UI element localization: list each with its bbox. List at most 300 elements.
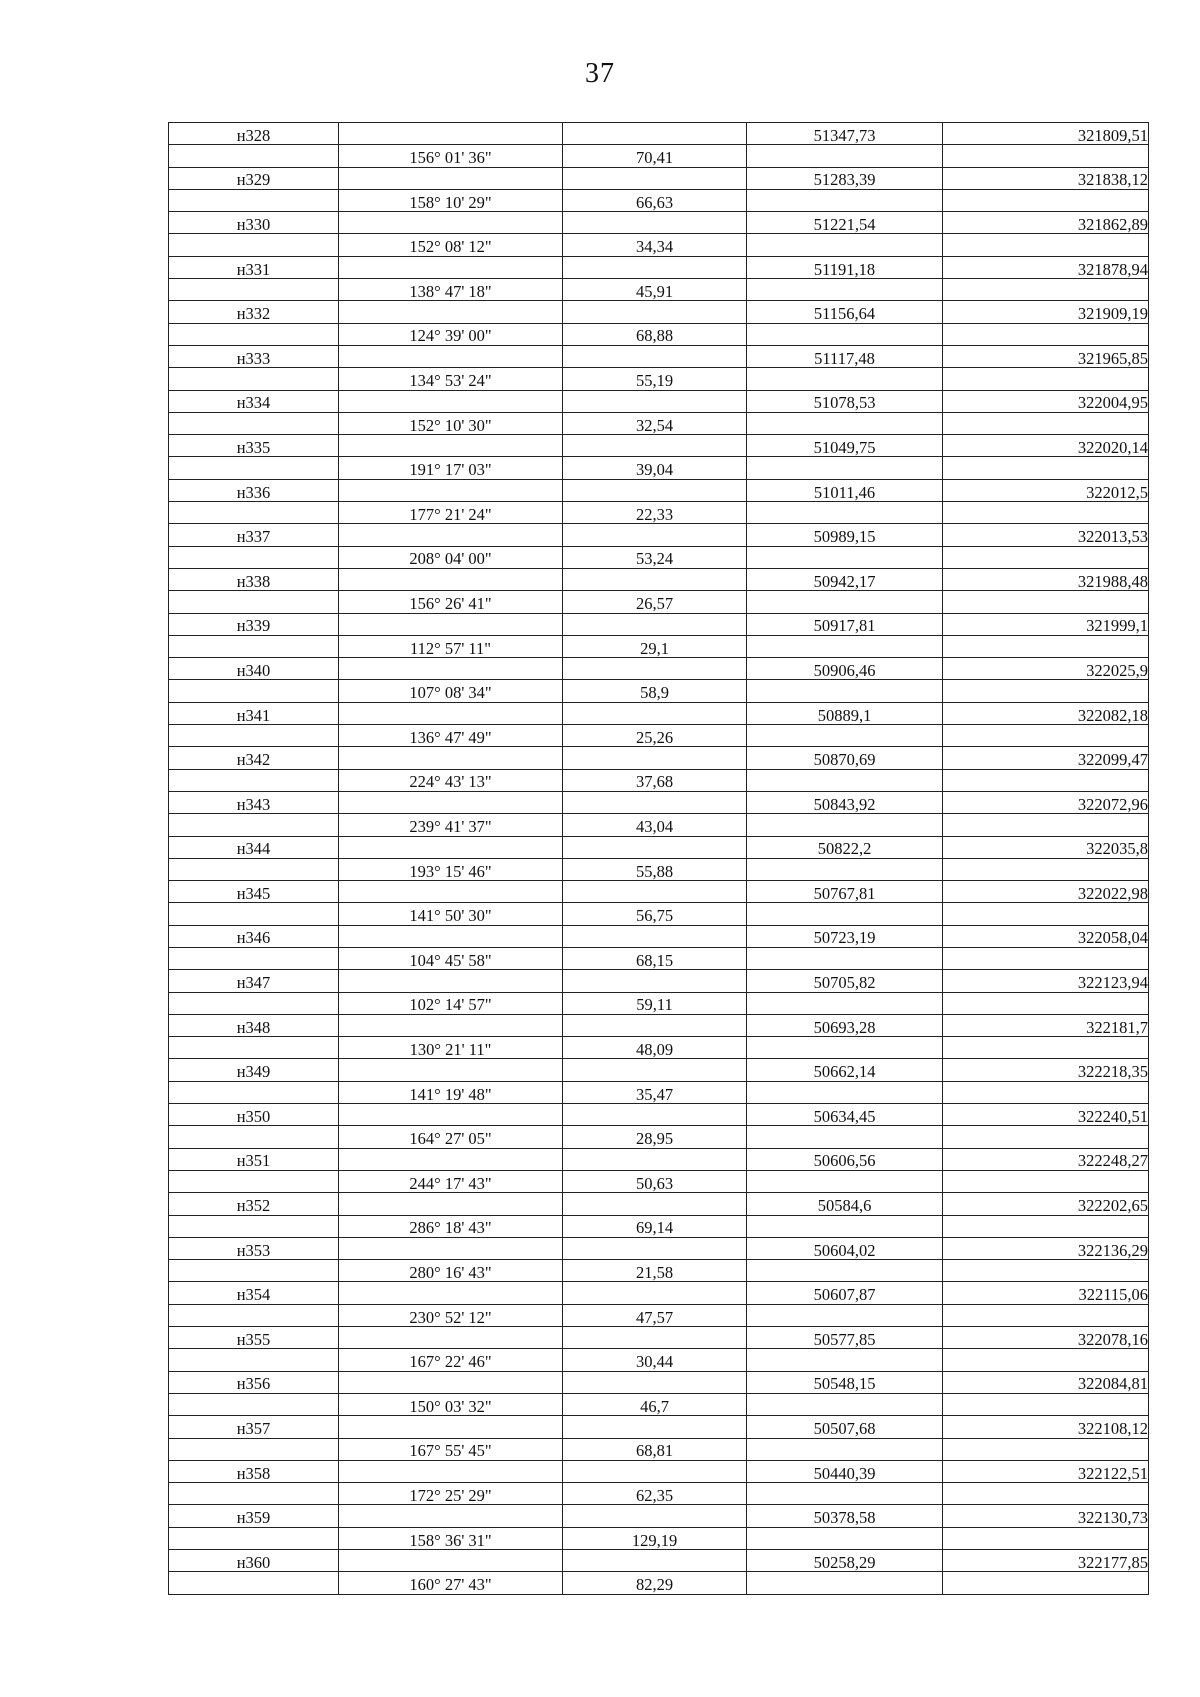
point-row — [169, 1148, 1149, 1170]
direction-angle-cell: 141° 50' 30" — [339, 903, 563, 925]
segment-row — [169, 145, 1149, 167]
x-coordinate-cell: 50723,19 — [747, 925, 943, 947]
distance-cell: 68,81 — [563, 1438, 747, 1460]
distance-cell: 50,63 — [563, 1170, 747, 1192]
distance-cell: 21,58 — [563, 1260, 747, 1282]
y-coordinate-cell: 322020,14 — [943, 435, 1149, 457]
y-coordinate-cell — [943, 1483, 1149, 1505]
distance-cell — [563, 301, 747, 323]
direction-angle-cell — [339, 1416, 563, 1438]
direction-angle-cell — [339, 970, 563, 992]
x-coordinate-cell: 50662,14 — [747, 1059, 943, 1081]
y-coordinate-cell: 322058,04 — [943, 925, 1149, 947]
direction-angle-cell — [339, 1237, 563, 1259]
point-name-cell — [169, 903, 339, 925]
x-coordinate-cell: 51156,64 — [747, 301, 943, 323]
direction-angle-cell: 239° 41' 37" — [339, 814, 563, 836]
point-row — [169, 1104, 1149, 1126]
point-name-cell: н329 — [169, 167, 339, 189]
point-name-cell — [169, 1170, 339, 1192]
direction-angle-cell: 158° 36' 31" — [339, 1527, 563, 1549]
segment-row — [169, 1037, 1149, 1059]
distance-cell: 35,47 — [563, 1081, 747, 1103]
point-name-cell: н336 — [169, 479, 339, 501]
direction-angle-cell: 160° 27' 43" — [339, 1572, 563, 1594]
x-coordinate-cell — [747, 502, 943, 524]
segment-row — [169, 1170, 1149, 1192]
distance-cell: 32,54 — [563, 412, 747, 434]
y-coordinate-cell: 322078,16 — [943, 1327, 1149, 1349]
distance-cell — [563, 1460, 747, 1482]
direction-angle-cell — [339, 702, 563, 724]
direction-angle-cell: 158° 10' 29" — [339, 189, 563, 211]
point-name-cell — [169, 992, 339, 1014]
x-coordinate-cell — [747, 947, 943, 969]
distance-cell — [563, 1193, 747, 1215]
direction-angle-cell — [339, 747, 563, 769]
segment-row — [169, 546, 1149, 568]
y-coordinate-cell — [943, 769, 1149, 791]
point-name-cell: н345 — [169, 881, 339, 903]
point-row — [169, 970, 1149, 992]
point-name-cell — [169, 502, 339, 524]
x-coordinate-cell — [747, 368, 943, 390]
y-coordinate-cell: 322025,9 — [943, 658, 1149, 680]
distance-cell — [563, 1059, 747, 1081]
y-coordinate-cell: 322122,51 — [943, 1460, 1149, 1482]
x-coordinate-cell: 50822,2 — [747, 836, 943, 858]
distance-cell — [563, 256, 747, 278]
direction-angle-cell: 167° 22' 46" — [339, 1349, 563, 1371]
point-name-cell: н335 — [169, 435, 339, 457]
point-row — [169, 568, 1149, 590]
x-coordinate-cell — [747, 992, 943, 1014]
distance-cell: 58,9 — [563, 680, 747, 702]
x-coordinate-cell — [747, 1438, 943, 1460]
point-row — [169, 256, 1149, 278]
x-coordinate-cell: 51221,54 — [747, 212, 943, 234]
distance-cell: 66,63 — [563, 189, 747, 211]
direction-angle-cell: 156° 26' 41" — [339, 591, 563, 613]
distance-cell — [563, 1505, 747, 1527]
point-row — [169, 524, 1149, 546]
direction-angle-cell — [339, 613, 563, 635]
distance-cell: 39,04 — [563, 457, 747, 479]
y-coordinate-cell — [943, 1393, 1149, 1415]
direction-angle-cell — [339, 479, 563, 501]
segment-row — [169, 1081, 1149, 1103]
segment-row — [169, 635, 1149, 657]
y-coordinate-cell — [943, 145, 1149, 167]
segment-row — [169, 1349, 1149, 1371]
direction-angle-cell: 208° 04' 00" — [339, 546, 563, 568]
segment-row — [169, 1393, 1149, 1415]
point-name-cell: н357 — [169, 1416, 339, 1438]
segment-row — [169, 1260, 1149, 1282]
y-coordinate-cell — [943, 1438, 1149, 1460]
y-coordinate-cell — [943, 279, 1149, 301]
x-coordinate-cell — [747, 1304, 943, 1326]
direction-angle-cell — [339, 881, 563, 903]
y-coordinate-cell — [943, 814, 1149, 836]
x-coordinate-cell — [747, 1393, 943, 1415]
x-coordinate-cell: 51011,46 — [747, 479, 943, 501]
point-name-cell: н358 — [169, 1460, 339, 1482]
y-coordinate-cell — [943, 323, 1149, 345]
point-name-cell — [169, 1438, 339, 1460]
direction-angle-cell: 152° 08' 12" — [339, 234, 563, 256]
point-name-cell: н344 — [169, 836, 339, 858]
point-name-cell: н354 — [169, 1282, 339, 1304]
point-name-cell — [169, 769, 339, 791]
distance-cell — [563, 167, 747, 189]
segment-row — [169, 457, 1149, 479]
point-row — [169, 881, 1149, 903]
point-name-cell — [169, 947, 339, 969]
y-coordinate-cell — [943, 1527, 1149, 1549]
direction-angle-cell — [339, 1193, 563, 1215]
x-coordinate-cell — [747, 1126, 943, 1148]
point-row — [169, 1193, 1149, 1215]
segment-row — [169, 1527, 1149, 1549]
x-coordinate-cell: 50942,17 — [747, 568, 943, 590]
direction-angle-cell: 167° 55' 45" — [339, 1438, 563, 1460]
distance-cell: 28,95 — [563, 1126, 747, 1148]
x-coordinate-cell — [747, 591, 943, 613]
point-row — [169, 123, 1149, 145]
y-coordinate-cell: 321809,51 — [943, 123, 1149, 145]
direction-angle-cell: 138° 47' 18" — [339, 279, 563, 301]
distance-cell — [563, 1237, 747, 1259]
distance-cell — [563, 702, 747, 724]
y-coordinate-cell: 322248,27 — [943, 1148, 1149, 1170]
segment-row — [169, 1215, 1149, 1237]
point-row — [169, 212, 1149, 234]
direction-angle-cell: 244° 17' 43" — [339, 1170, 563, 1192]
distance-cell — [563, 1014, 747, 1036]
y-coordinate-cell: 322022,98 — [943, 881, 1149, 903]
direction-angle-cell — [339, 1148, 563, 1170]
direction-angle-cell: 177° 21' 24" — [339, 502, 563, 524]
x-coordinate-cell: 50906,46 — [747, 658, 943, 680]
x-coordinate-cell: 51049,75 — [747, 435, 943, 457]
point-row — [169, 1014, 1149, 1036]
x-coordinate-cell: 50767,81 — [747, 881, 943, 903]
distance-cell — [563, 1104, 747, 1126]
x-coordinate-cell: 51283,39 — [747, 167, 943, 189]
y-coordinate-cell: 321999,1 — [943, 613, 1149, 635]
point-name-cell — [169, 1215, 339, 1237]
distance-cell — [563, 658, 747, 680]
y-coordinate-cell: 322130,73 — [943, 1505, 1149, 1527]
x-coordinate-cell: 50577,85 — [747, 1327, 943, 1349]
point-name-cell: н331 — [169, 256, 339, 278]
x-coordinate-cell — [747, 1215, 943, 1237]
segment-row — [169, 903, 1149, 925]
y-coordinate-cell — [943, 680, 1149, 702]
x-coordinate-cell — [747, 457, 943, 479]
y-coordinate-cell: 322181,7 — [943, 1014, 1149, 1036]
point-name-cell — [169, 279, 339, 301]
x-coordinate-cell: 50889,1 — [747, 702, 943, 724]
point-name-cell — [169, 1572, 339, 1594]
point-name-cell — [169, 412, 339, 434]
point-name-cell: н346 — [169, 925, 339, 947]
x-coordinate-cell — [747, 546, 943, 568]
point-name-cell: н352 — [169, 1193, 339, 1215]
segment-row — [169, 814, 1149, 836]
distance-cell — [563, 613, 747, 635]
y-coordinate-cell — [943, 903, 1149, 925]
point-name-cell: н341 — [169, 702, 339, 724]
distance-cell: 46,7 — [563, 1393, 747, 1415]
x-coordinate-cell: 50548,15 — [747, 1371, 943, 1393]
distance-cell — [563, 1327, 747, 1349]
point-name-cell: н330 — [169, 212, 339, 234]
x-coordinate-cell — [747, 1037, 943, 1059]
point-row — [169, 791, 1149, 813]
direction-angle-cell — [339, 1104, 563, 1126]
point-row — [169, 1460, 1149, 1482]
distance-cell — [563, 123, 747, 145]
distance-cell — [563, 791, 747, 813]
point-row — [169, 1282, 1149, 1304]
distance-cell — [563, 1416, 747, 1438]
point-name-cell — [169, 457, 339, 479]
x-coordinate-cell: 50440,39 — [747, 1460, 943, 1482]
point-name-cell — [169, 189, 339, 211]
distance-cell: 55,88 — [563, 858, 747, 880]
distance-cell: 69,14 — [563, 1215, 747, 1237]
point-name-cell: н349 — [169, 1059, 339, 1081]
segment-row — [169, 769, 1149, 791]
distance-cell — [563, 1371, 747, 1393]
distance-cell: 26,57 — [563, 591, 747, 613]
x-coordinate-cell: 50870,69 — [747, 747, 943, 769]
x-coordinate-cell — [747, 412, 943, 434]
point-name-cell: н360 — [169, 1550, 339, 1572]
x-coordinate-cell: 51191,18 — [747, 256, 943, 278]
point-name-cell — [169, 591, 339, 613]
y-coordinate-cell — [943, 591, 1149, 613]
direction-angle-cell: 230° 52' 12" — [339, 1304, 563, 1326]
segment-row — [169, 189, 1149, 211]
distance-cell: 55,19 — [563, 368, 747, 390]
point-name-cell — [169, 546, 339, 568]
point-name-cell: н338 — [169, 568, 339, 590]
point-name-cell: н339 — [169, 613, 339, 635]
y-coordinate-cell — [943, 992, 1149, 1014]
x-coordinate-cell — [747, 1349, 943, 1371]
direction-angle-cell — [339, 658, 563, 680]
distance-cell: 43,04 — [563, 814, 747, 836]
point-row — [169, 1059, 1149, 1081]
x-coordinate-cell — [747, 858, 943, 880]
direction-angle-cell: 172° 25' 29" — [339, 1483, 563, 1505]
x-coordinate-cell — [747, 323, 943, 345]
y-coordinate-cell: 321838,12 — [943, 167, 1149, 189]
distance-cell: 29,1 — [563, 635, 747, 657]
x-coordinate-cell — [747, 680, 943, 702]
direction-angle-cell — [339, 256, 563, 278]
y-coordinate-cell: 321878,94 — [943, 256, 1149, 278]
x-coordinate-cell: 51078,53 — [747, 390, 943, 412]
point-row — [169, 836, 1149, 858]
coordinates-table — [168, 122, 1149, 1595]
distance-cell: 129,19 — [563, 1527, 747, 1549]
direction-angle-cell — [339, 123, 563, 145]
x-coordinate-cell: 50507,68 — [747, 1416, 943, 1438]
x-coordinate-cell — [747, 1081, 943, 1103]
direction-angle-cell: 164° 27' 05" — [339, 1126, 563, 1148]
y-coordinate-cell — [943, 1126, 1149, 1148]
x-coordinate-cell: 50258,29 — [747, 1550, 943, 1572]
point-name-cell — [169, 635, 339, 657]
direction-angle-cell — [339, 1014, 563, 1036]
y-coordinate-cell: 322123,94 — [943, 970, 1149, 992]
y-coordinate-cell — [943, 234, 1149, 256]
y-coordinate-cell — [943, 457, 1149, 479]
x-coordinate-cell — [747, 635, 943, 657]
x-coordinate-cell — [747, 234, 943, 256]
y-coordinate-cell — [943, 947, 1149, 969]
y-coordinate-cell — [943, 1081, 1149, 1103]
segment-row — [169, 725, 1149, 747]
direction-angle-cell — [339, 791, 563, 813]
direction-angle-cell — [339, 1371, 563, 1393]
direction-angle-cell — [339, 212, 563, 234]
x-coordinate-cell — [747, 903, 943, 925]
x-coordinate-cell: 50378,58 — [747, 1505, 943, 1527]
point-name-cell: н347 — [169, 970, 339, 992]
distance-cell: 56,75 — [563, 903, 747, 925]
distance-cell — [563, 970, 747, 992]
y-coordinate-cell: 321862,89 — [943, 212, 1149, 234]
point-name-cell — [169, 1349, 339, 1371]
x-coordinate-cell: 51117,48 — [747, 345, 943, 367]
segment-row — [169, 234, 1149, 256]
direction-angle-cell: 107° 08' 34" — [339, 680, 563, 702]
x-coordinate-cell: 50634,45 — [747, 1104, 943, 1126]
point-name-cell: н356 — [169, 1371, 339, 1393]
distance-cell: 68,88 — [563, 323, 747, 345]
x-coordinate-cell: 50604,02 — [747, 1237, 943, 1259]
point-name-cell: н351 — [169, 1148, 339, 1170]
page-number: 37 — [585, 58, 615, 89]
distance-cell — [563, 1282, 747, 1304]
y-coordinate-cell — [943, 412, 1149, 434]
direction-angle-cell: 193° 15' 46" — [339, 858, 563, 880]
point-name-cell: н334 — [169, 390, 339, 412]
segment-row — [169, 323, 1149, 345]
point-row — [169, 301, 1149, 323]
y-coordinate-cell — [943, 725, 1149, 747]
direction-angle-cell: 224° 43' 13" — [339, 769, 563, 791]
y-coordinate-cell — [943, 1215, 1149, 1237]
point-name-cell: н337 — [169, 524, 339, 546]
y-coordinate-cell: 322240,51 — [943, 1104, 1149, 1126]
distance-cell: 37,68 — [563, 769, 747, 791]
y-coordinate-cell: 322202,65 — [943, 1193, 1149, 1215]
point-row — [169, 658, 1149, 680]
distance-cell: 82,29 — [563, 1572, 747, 1594]
segment-row — [169, 992, 1149, 1014]
point-name-cell — [169, 323, 339, 345]
y-coordinate-cell: 322136,29 — [943, 1237, 1149, 1259]
y-coordinate-cell: 321988,48 — [943, 568, 1149, 590]
segment-row — [169, 1572, 1149, 1594]
x-coordinate-cell: 50584,6 — [747, 1193, 943, 1215]
point-name-cell: н332 — [169, 301, 339, 323]
point-name-cell — [169, 368, 339, 390]
point-name-cell: н328 — [169, 123, 339, 145]
point-row — [169, 613, 1149, 635]
direction-angle-cell — [339, 301, 563, 323]
direction-angle-cell: 136° 47' 49" — [339, 725, 563, 747]
point-name-cell — [169, 1260, 339, 1282]
point-row — [169, 390, 1149, 412]
y-coordinate-cell — [943, 1170, 1149, 1192]
x-coordinate-cell: 50606,56 — [747, 1148, 943, 1170]
y-coordinate-cell: 322013,53 — [943, 524, 1149, 546]
y-coordinate-cell: 322084,81 — [943, 1371, 1149, 1393]
direction-angle-cell: 130° 21' 11" — [339, 1037, 563, 1059]
point-row — [169, 167, 1149, 189]
x-coordinate-cell: 51347,73 — [747, 123, 943, 145]
y-coordinate-cell: 322218,35 — [943, 1059, 1149, 1081]
y-coordinate-cell: 322082,18 — [943, 702, 1149, 724]
segment-row — [169, 1483, 1149, 1505]
distance-cell: 62,35 — [563, 1483, 747, 1505]
direction-angle-cell: 191° 17' 03" — [339, 457, 563, 479]
distance-cell — [563, 836, 747, 858]
x-coordinate-cell — [747, 1483, 943, 1505]
y-coordinate-cell: 322035,8 — [943, 836, 1149, 858]
x-coordinate-cell — [747, 279, 943, 301]
point-name-cell — [169, 234, 339, 256]
segment-row — [169, 1304, 1149, 1326]
y-coordinate-cell: 321965,85 — [943, 345, 1149, 367]
direction-angle-cell: 156° 01' 36" — [339, 145, 563, 167]
direction-angle-cell — [339, 1505, 563, 1527]
distance-cell: 34,34 — [563, 234, 747, 256]
distance-cell — [563, 747, 747, 769]
point-name-cell — [169, 858, 339, 880]
direction-angle-cell — [339, 1282, 563, 1304]
point-row — [169, 1505, 1149, 1527]
distance-cell: 59,11 — [563, 992, 747, 1014]
distance-cell: 22,33 — [563, 502, 747, 524]
x-coordinate-cell: 50607,87 — [747, 1282, 943, 1304]
direction-angle-cell — [339, 435, 563, 457]
distance-cell: 53,24 — [563, 546, 747, 568]
y-coordinate-cell — [943, 502, 1149, 524]
distance-cell — [563, 479, 747, 501]
distance-cell — [563, 1550, 747, 1572]
x-coordinate-cell: 50705,82 — [747, 970, 943, 992]
direction-angle-cell: 134° 53' 24" — [339, 368, 563, 390]
point-row — [169, 1327, 1149, 1349]
segment-row — [169, 591, 1149, 613]
y-coordinate-cell: 321909,19 — [943, 301, 1149, 323]
direction-angle-cell — [339, 345, 563, 367]
y-coordinate-cell — [943, 1260, 1149, 1282]
x-coordinate-cell — [747, 1527, 943, 1549]
distance-cell: 45,91 — [563, 279, 747, 301]
point-name-cell: н343 — [169, 791, 339, 813]
point-row — [169, 1416, 1149, 1438]
distance-cell — [563, 345, 747, 367]
